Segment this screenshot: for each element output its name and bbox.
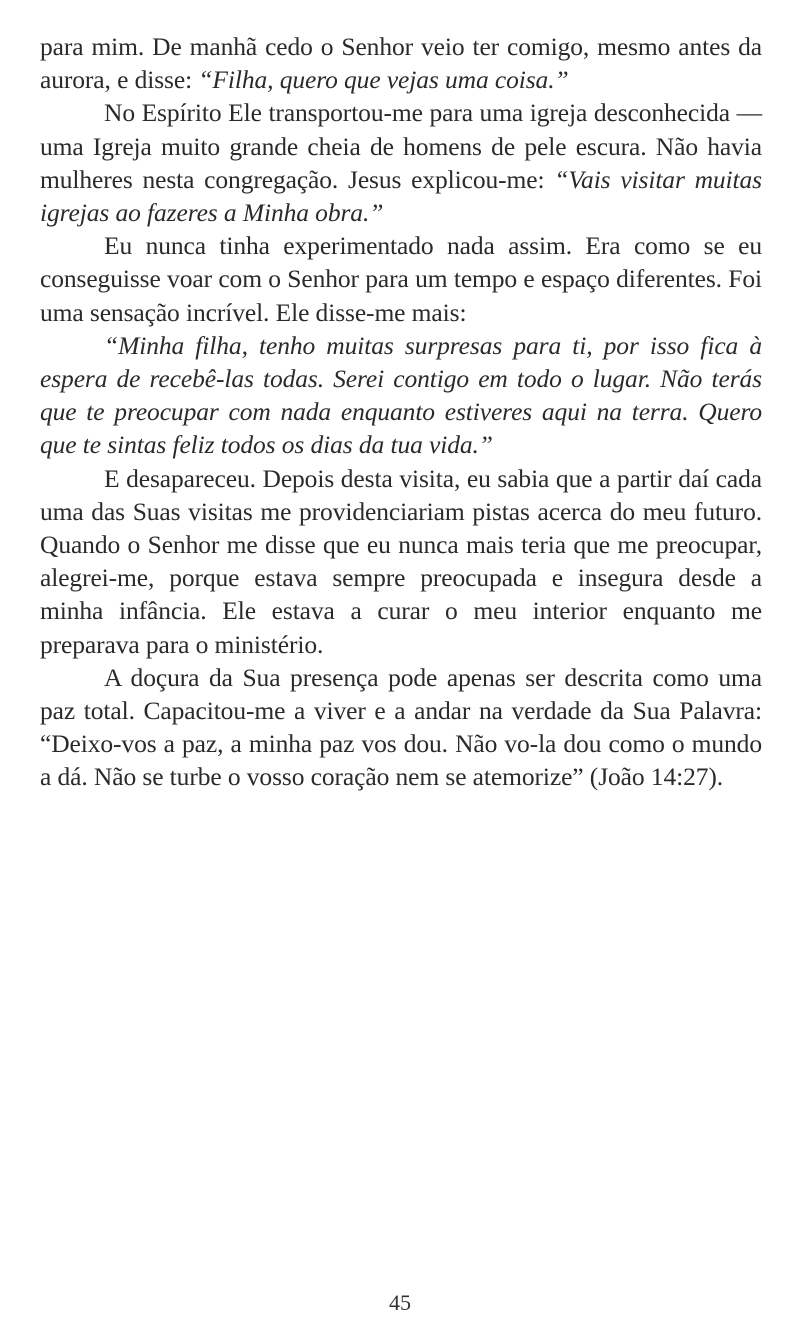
paragraph-4 xyxy=(40,329,762,462)
paragraph-6-text: A doçura da Sua presença pode apenas ser descrita como uma paz total. Capacitou-me a viver e a andar na verdade da Sua Palavra: “Deixo-vos a paz, a minha paz vos dou. Não vo-la dou como o mundo a dá. Não se turbe o vosso coração nem se atemorize” (João 14:27). xyxy=(40,662,762,792)
paragraph-3 xyxy=(40,229,762,329)
paragraph-1-quote: “Filha, quero que vejas uma coisa.” xyxy=(198,65,569,95)
paragraph-6 xyxy=(40,661,762,794)
paragraph-3-text: Eu nunca tinha experimentado nada assim. Era como se eu conseguisse voar com o Senhor para um tempo e espaço diferentes. Foi uma sensação incrível. Ele disse-me mais: xyxy=(40,231,762,327)
page-body xyxy=(40,30,762,794)
paragraph-5-text: E desapareceu. Depois desta visita, eu sabia que a partir daí cada uma das Suas visitas me providenciariam pistas acerca do meu futuro. Quando o Senhor me disse que eu nunca mais teria que me preocupar, alegrei-me, porque estava sempre preocupada e insegura desde a minha infância. Ele estava a curar o meu interior enquanto me preparava para o ministério. xyxy=(40,463,762,659)
paragraph-1-text: para mim. De manhã cedo o Senhor veio ter comigo, mesmo antes da aurora, e disse: xyxy=(40,32,762,95)
paragraph-5 xyxy=(40,462,762,661)
paragraph-2-text: No Espírito Ele transportou-me para uma igreja desconhecida — uma Igreja muito grande cheia de homens de pele escura. Não havia mulheres nesta congregação. Jesus explicou-me: xyxy=(40,98,762,194)
paragraph-1 xyxy=(40,30,762,96)
paragraph-2 xyxy=(40,96,762,229)
paragraph-2-quote: “Vais visitar muitas igrejas ao fazeres a Minha obra.” xyxy=(40,164,763,228)
paragraph-4-quote: “Minha filha, tenho muitas surpresas para ti, por isso fica à espera de recebê-las todas. Serei contigo em todo o lugar. Não terás que te preocupar com nada enquanto estiveres aqui na terra. Quero que te sintas feliz todos os dias da tua vida.” xyxy=(40,330,762,460)
page-number: 45 xyxy=(389,1290,411,1315)
